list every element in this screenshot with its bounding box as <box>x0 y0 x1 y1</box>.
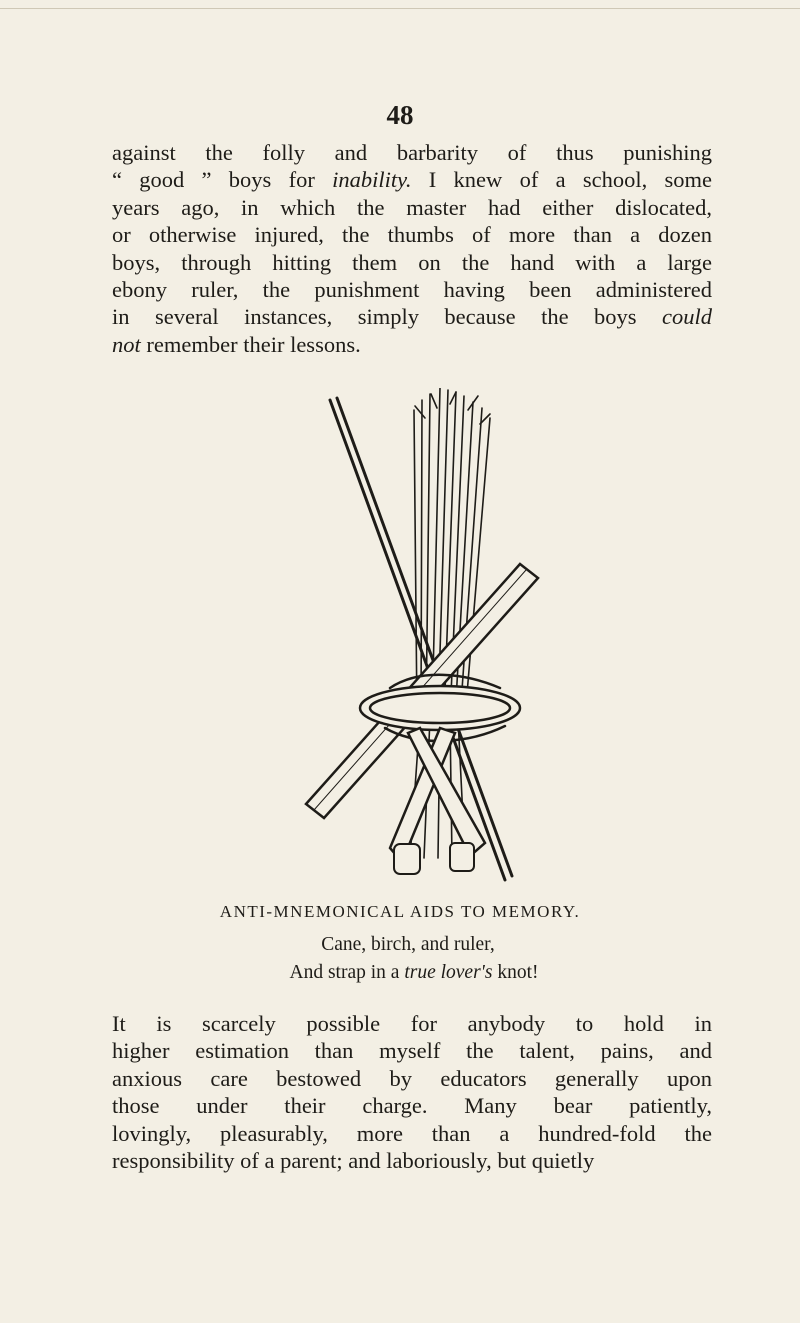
page-number: 48 <box>386 100 414 130</box>
text-line: in several instances, simply because the boys could <box>112 304 712 330</box>
text-line: higher estimation than myself the talent, pains, and <box>112 1038 712 1064</box>
text-line: against the folly and barbarity of thus punishing <box>112 140 712 165</box>
verse-part: And strap in a <box>289 962 405 983</box>
text-line: responsibility of a parent; and laboriously, but quietly <box>112 1148 595 1174</box>
text-line: anxious care bestowed by educators generally upon <box>112 1065 712 1091</box>
text-line: “ good ” boys for inability. I knew of a school, some <box>112 167 712 193</box>
text-line: ebony ruler, the punishment having been administered <box>112 277 712 303</box>
text-line: It is scarcely possible for anybody to hold in <box>112 1011 712 1036</box>
figure-caption: ANTI-MNEMONICAL AIDS TO MEMORY. <box>219 902 581 921</box>
text-line: not remember their lessons. <box>112 331 361 357</box>
text-line: years ago, in which the master had either dislocated, <box>112 194 712 220</box>
cane-birch-ruler-strap-icon <box>290 388 560 888</box>
page-edge <box>0 0 800 9</box>
verse-part: knot! <box>492 962 539 983</box>
verse-italic-part: true lover's <box>404 962 493 983</box>
text-line: boys, through hitting them on the hand with a large <box>112 249 712 275</box>
italic-text: could <box>662 304 712 330</box>
text-line: lovingly, pleasurably, more than a hundred-fold the <box>112 1120 712 1146</box>
verse-line-1: Cane, birch, and ruler, <box>321 934 495 955</box>
paragraph-top <box>112 139 712 358</box>
paragraph-bottom <box>112 1010 712 1174</box>
verse-line-2 <box>0 962 800 984</box>
text-line: or otherwise injured, the thumbs of more than a dozen <box>112 222 712 248</box>
italic-text: inability. <box>332 167 412 193</box>
text-line: those under their charge. Many bear patiently, <box>112 1093 712 1119</box>
italic-text: not <box>112 331 141 357</box>
